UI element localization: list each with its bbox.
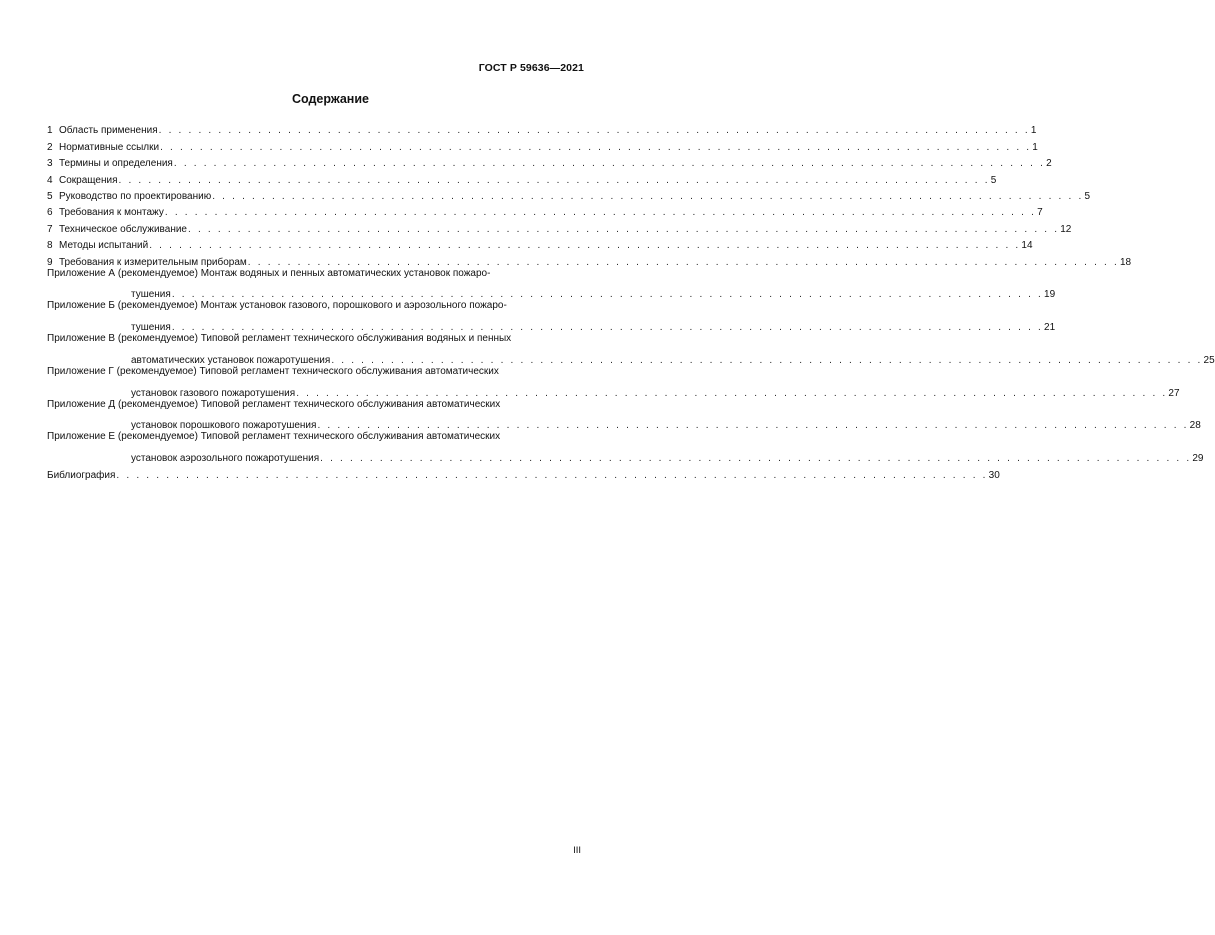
appendix-title-line1: Приложение Б (рекомендуемое) Монтаж установок газового, порошкового и аэрозольного пожаро- (47, 300, 507, 312)
toc-entry-title: Требования к монтажу (59, 207, 164, 219)
page-title: Содержание (291, 92, 369, 106)
dot-leader: . . . . . . . . . . . . . . . . . . . . . . . . . . . . . . . . . . . . . . . . . . . . . . . . . . . . . . . . . . . . . . . . . . . . . . . . . . . . . . . . . . . . . . . . (296, 387, 1168, 399)
toc-appendix-d[interactable] (47, 398, 1201, 432)
toc-appendix-e[interactable] (47, 431, 1204, 465)
toc-entry-number: 4 (47, 174, 53, 186)
toc-entry[interactable] (47, 136, 1038, 153)
toc-entry-number: 5 (47, 190, 53, 202)
toc-entry[interactable] (47, 120, 1037, 137)
toc-entry-page: 14 (1021, 240, 1033, 252)
toc-entry-title: Нормативные ссылки (59, 141, 160, 153)
page-number: III (573, 845, 581, 856)
toc-entry-number: 1 (47, 125, 53, 137)
toc-entry-page: 28 (1189, 420, 1201, 432)
dot-leader: . . . . . . . . . . . . . . . . . . . . . . . . . . . . . . . . . . . . . . . . . . . . . . . . . . . . . . . . . . . . . . . . . . . . . . . . . . . . . . . . . . . . . . . . (212, 190, 1084, 202)
toc-bibliography[interactable] (47, 464, 1000, 481)
toc-entry-title: Библиография (47, 469, 116, 481)
dot-leader: . . . . . . . . . . . . . . . . . . . . . . . . . . . . . . . . . . . . . . . . . . . . . . . . . . . . . . . . . . . . . . . . . . . . . . . . . . . . . . . . . . . . . . . . (173, 158, 1046, 170)
dot-leader: . . . . . . . . . . . . . . . . . . . . . . . . . . . . . . . . . . . . . . . . . . . . . . . . . . . . . . . . . . . . . . . . . . . . . . . . . . . . . . . . . . . . . . . . (320, 453, 1192, 465)
toc-entry[interactable] (47, 153, 1052, 170)
appendix-title-line2: тушения (131, 289, 171, 301)
appendix-title-line1: Приложение Д (рекомендуемое) Типовой регламент технического обслуживания автоматических (47, 398, 501, 410)
toc-appendix-b[interactable] (47, 300, 1056, 334)
appendix-title-line1: Приложение Г (рекомендуемое) Типовой регламент технического обслуживания автоматических (47, 365, 499, 377)
toc-entry[interactable] (47, 202, 1043, 219)
toc-entry-number: 2 (47, 141, 53, 153)
appendix-title-line1: Приложение А (рекомендуемое) Монтаж водяных и пенных автоматических установок пожаро- (47, 267, 491, 279)
toc-entry-number: 7 (47, 223, 53, 235)
toc-entry[interactable] (47, 235, 1033, 252)
toc-appendix-g[interactable] (47, 365, 1180, 399)
appendix-title-line2: установок аэрозольного пожаротушения (131, 453, 320, 465)
appendix-title-line1: Приложение В (рекомендуемое) Типовой регламент технического обслуживания водяных и пенных (47, 333, 512, 345)
dot-leader: . . . . . . . . . . . . . . . . . . . . . . . . . . . . . . . . . . . . . . . . . . . . . . . . . . . . . . . . . . . . . . . . . . . . . . . . . . . . . . . . . . . . . . . . (171, 289, 1044, 301)
toc-entry-number: 6 (47, 207, 53, 219)
toc-entry-title: Техническое обслуживание (59, 223, 187, 235)
toc-entry-page: 7 (1037, 207, 1043, 219)
toc-entry-page: 29 (1192, 453, 1204, 465)
dot-leader: . . . . . . . . . . . . . . . . . . . . . . . . . . . . . . . . . . . . . . . . . . . . . . . . . . . . . . . . . . . . . . . . . . . . . . . . . . . . . . . . . . . . . . . . (188, 223, 1060, 235)
dot-leader: . . . . . . . . . . . . . . . . . . . . . . . . . . . . . . . . . . . . . . . . . . . . . . . . . . . . . . . . . . . . . . . . . . . . . . . . . . . . . . . . . . . . . . . . (118, 174, 990, 186)
appendix-title-line2: установок газового пожаротушения (131, 387, 296, 399)
dot-leader: . . . . . . . . . . . . . . . . . . . . . . . . . . . . . . . . . . . . . . . . . . . . . . . . . . . . . . . . . . . . . . . . . . . . . . . . . . . . . . . . . . . . . . . . (247, 256, 1119, 268)
toc-entry-title: Область применения (59, 125, 158, 137)
dot-leader: . . . . . . . . . . . . . . . . . . . . . . . . . . . . . . . . . . . . . . . . . . . . . . . . . . . . . . . . . . . . . . . . . . . . . . . . . . . . . . . . . . . . . . . . (331, 354, 1203, 366)
table-of-contents (47, 120, 1215, 481)
document-id: ГОСТ Р 59636—2021 (478, 62, 584, 74)
toc-entry-page: 30 (988, 469, 1000, 481)
toc-entry-page: 19 (1044, 289, 1056, 301)
toc-entry-page: 21 (1044, 322, 1056, 334)
appendix-title-line2: установок порошкового пожаротушения (131, 420, 317, 432)
toc-entry-page: 18 (1120, 256, 1132, 268)
toc-entry[interactable] (47, 251, 1132, 268)
dot-leader: . . . . . . . . . . . . . . . . . . . . . . . . . . . . . . . . . . . . . . . . . . . . . . . . . . . . . . . . . . . . . . . . . . . . . . . . . . . . . . . . . . . . . . . . (164, 207, 1037, 219)
toc-entry[interactable] (47, 186, 1090, 202)
toc-entry-number: 9 (47, 256, 53, 268)
toc-entry-title: Руководство по проектированию (59, 190, 212, 202)
toc-entry-page: 12 (1060, 223, 1072, 235)
toc-entry-page: 2 (1046, 158, 1052, 170)
dot-leader: . . . . . . . . . . . . . . . . . . . . . . . . . . . . . . . . . . . . . . . . . . . . . . . . . . . . . . . . . . . . . . . . . . . . . . . . . . . . . . . . . . . . . . . . (149, 240, 1021, 252)
toc-appendix-a[interactable] (47, 267, 1056, 301)
toc-entry-page: 1 (1032, 141, 1038, 153)
toc-entry-title: Методы испытаний (59, 240, 149, 252)
dot-leader: . . . . . . . . . . . . . . . . . . . . . . . . . . . . . . . . . . . . . . . . . . . . . . . . . . . . . . . . . . . . . . . . . . . . . . . . . . . . . . . . . . . . . . . . (160, 141, 1032, 153)
dot-leader: . . . . . . . . . . . . . . . . . . . . . . . . . . . . . . . . . . . . . . . . . . . . . . . . . . . . . . . . . . . . . . . . . . . . . . . . . . . . . . . . . . . . . . . . (116, 469, 988, 481)
toc-entry-page: 5 (990, 174, 997, 186)
toc-entry[interactable] (47, 169, 997, 186)
appendix-title-line2: тушения (131, 322, 171, 334)
dot-leader: . . . . . . . . . . . . . . . . . . . . . . . . . . . . . . . . . . . . . . . . . . . . . . . . . . . . . . . . . . . . . . . . . . . . . . . . . . . . . . . . . . . . . . . . (158, 125, 1030, 137)
appendix-title-line2: автоматических установок пожаротушения (131, 354, 331, 366)
toc-appendix-v[interactable] (47, 333, 1215, 366)
toc-entry-title: Сокращения (59, 174, 118, 186)
toc-entry-page: 5 (1084, 190, 1090, 202)
dot-leader: . . . . . . . . . . . . . . . . . . . . . . . . . . . . . . . . . . . . . . . . . . . . . . . . . . . . . . . . . . . . . . . . . . . . . . . . . . . . . . . . . . . . . . . . (171, 322, 1044, 334)
toc-entry-page: 25 (1203, 354, 1215, 366)
toc-entry-title: Термины и определения (59, 158, 173, 170)
toc-entry[interactable] (47, 218, 1072, 235)
toc-entry-number: 8 (47, 240, 53, 252)
toc-entry-number: 3 (47, 158, 53, 170)
dot-leader: . . . . . . . . . . . . . . . . . . . . . . . . . . . . . . . . . . . . . . . . . . . . . . . . . . . . . . . . . . . . . . . . . . . . . . . . . . . . . . . . . . . . . . . . (317, 420, 1189, 432)
toc-entry-page: 27 (1168, 387, 1180, 399)
appendix-title-line1: Приложение Е (рекомендуемое) Типовой регламент технического обслуживания автоматических (47, 431, 501, 443)
toc-entry-page: 1 (1030, 125, 1037, 137)
toc-entry-title: Требования к измерительным приборам (59, 256, 247, 268)
